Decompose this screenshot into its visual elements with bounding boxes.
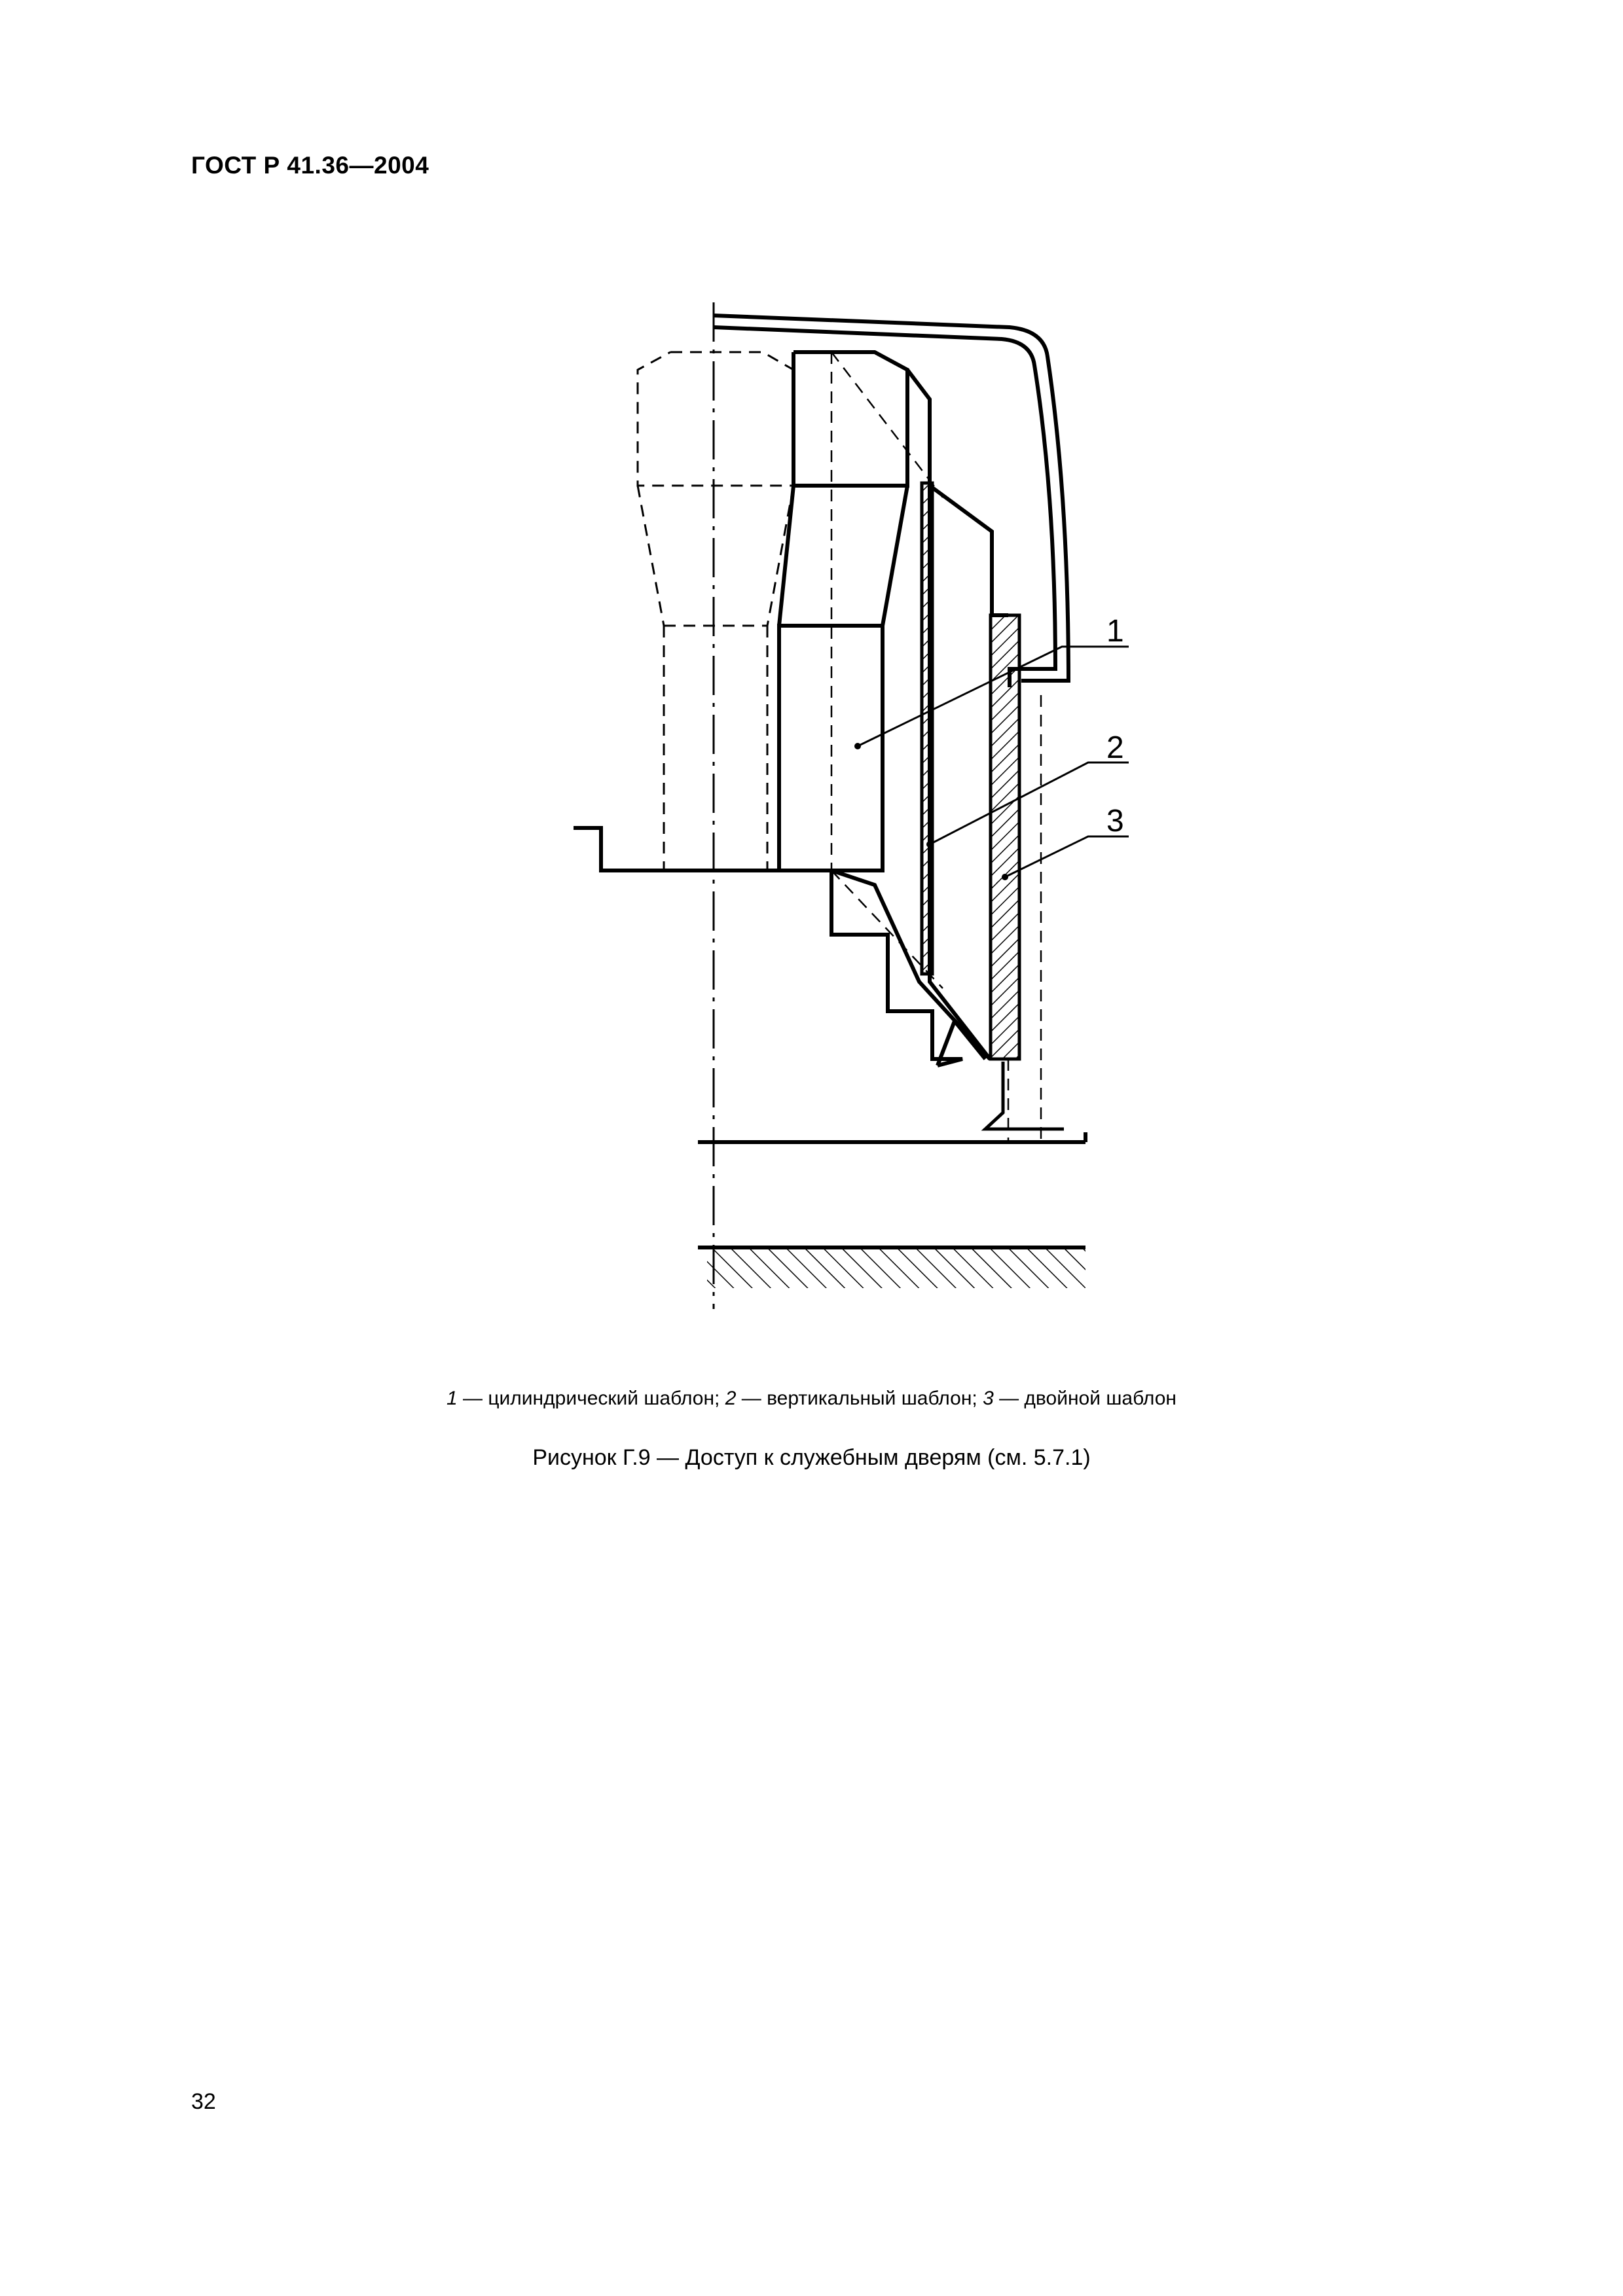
legend-text-3: — двойной шаблон — [993, 1388, 1176, 1409]
lower-step-line — [698, 1132, 1085, 1142]
legend-number-2: 2 — [725, 1388, 737, 1409]
page-number: 32 — [191, 2089, 216, 2114]
callout-2: 2 — [1106, 730, 1124, 765]
document-code-header: ГОСТ Р 41.36—2004 — [191, 152, 429, 179]
ground-surface — [698, 1247, 1085, 1288]
callout-3: 3 — [1106, 804, 1124, 838]
cylindrical-template-ghost — [638, 352, 793, 870]
figure-caption: Рисунок Г.9 — Доступ к служебным дверям (см. 5.7.1) — [532, 1445, 1091, 1470]
vertical-template — [922, 483, 932, 974]
figure-legend — [0, 1388, 1623, 1410]
legend-text-2: — вертикальный шаблон; — [736, 1388, 983, 1409]
legend-number-3: 3 — [983, 1388, 994, 1409]
legend-number-1: 1 — [447, 1388, 458, 1409]
callout-1: 1 — [1106, 614, 1124, 649]
cylindrical-template — [779, 352, 907, 870]
double-template — [985, 615, 1064, 1129]
legend-text-1: — цилиндрический шаблон; — [457, 1388, 725, 1409]
